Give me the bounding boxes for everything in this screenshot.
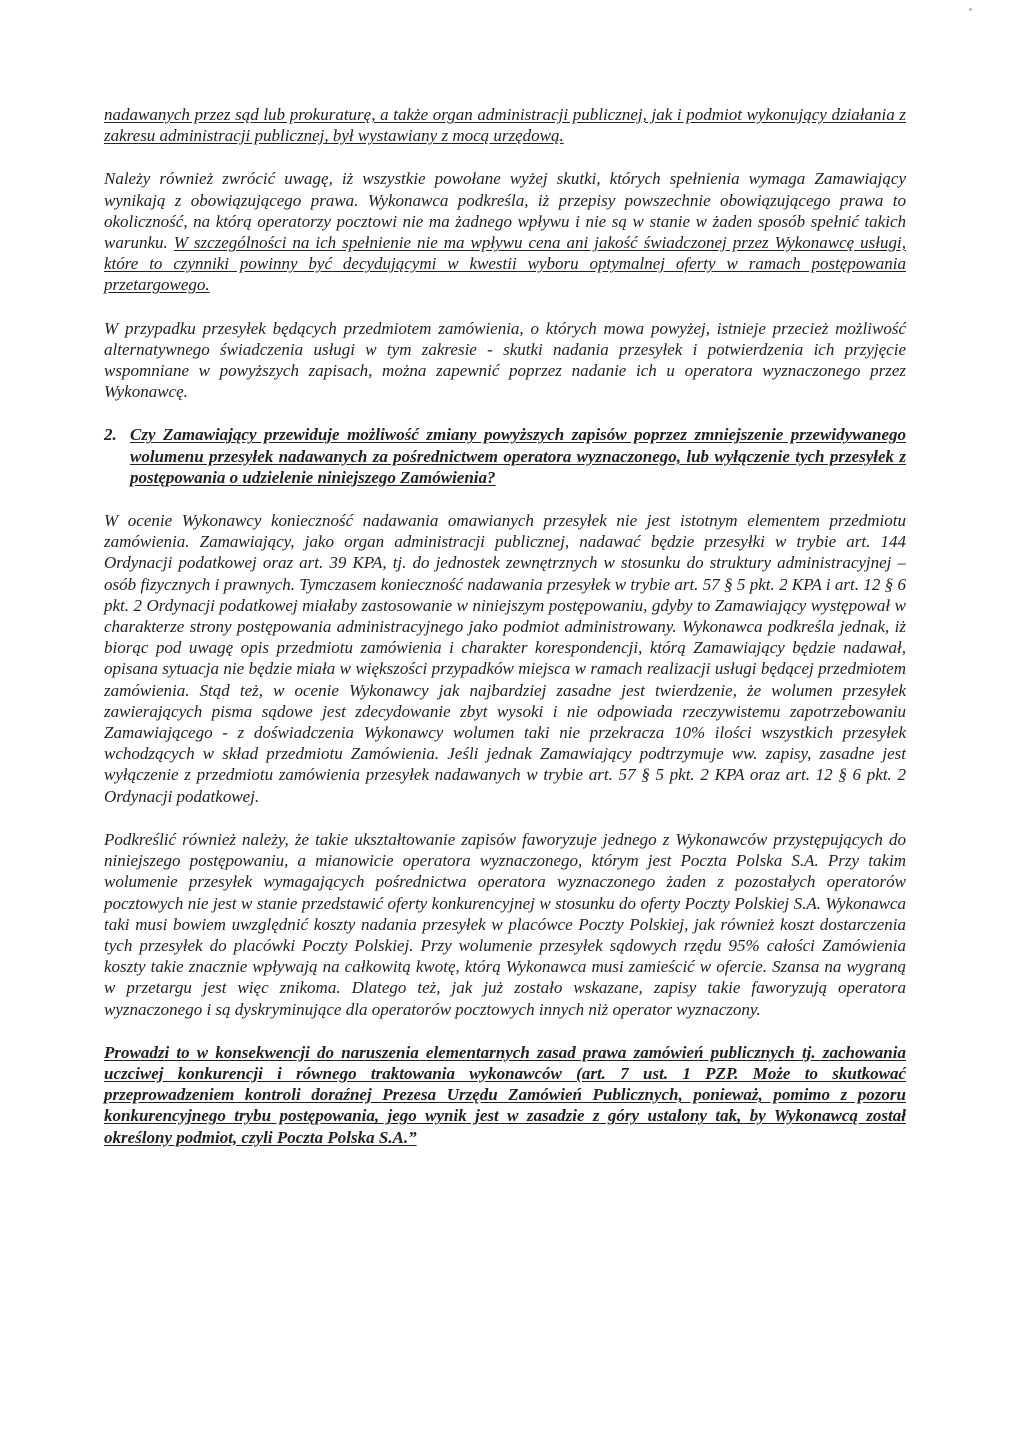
question-heading bbox=[104, 424, 906, 488]
paragraph-legal-effects bbox=[104, 168, 906, 295]
question-number: 2. bbox=[104, 425, 117, 445]
paragraph-conclusion: Prowadzi to w konsekwencji do naruszenia elementarnych zasad prawa zamówień publicznych tj. zachowania uczciwej konkurencji i równego traktowania wykonawców (art. 7 ust. 1 PZP. Może to skutkować przeprowadzeniem kontroli doraźnej Prezesa Urzędu Zamówień Publicznych, ponieważ, pomimo z pozoru konkurencyjnego trybu postępowania, jego wynik jest w zasadzie z góry ustalony tak, by Wykonawcą został określony podmiot, czyli Poczta Polska S.A.” bbox=[104, 1042, 906, 1147]
document-page bbox=[104, 104, 906, 1170]
paragraph-favoritism: Podkreślić również należy, że takie ukształtowanie zapisów faworyzuje jednego z Wykonawców przystępujących do niniejszego postępowaniu, a mianowicie operatora wyznaczonego, którym jest Poczta Polska S.A. Przy takim wolumenie przesyłek wymagających pośrednictwa operatora wyznaczonego żaden z pozostałych operatorów pocztowych nie jest w stanie przedstawić oferty konkurencyjnej w stosunku do oferty Poczty Polskiej S.A. Wykonawca taki musi bowiem uwzględnić koszty nadania przesyłek w placówce Poczty Polskiej, jak również koszt dostarczenia tych przesyłek do placówki Poczty Polskiej. Przy wolumenie przesyłek sądowych rzędu 95% całości Zamówienia koszty takie znacznie wpływają na całkowitą kwotę, którą Wykonawca musi zamieścić w ofercie. Szansa na wygraną w przetargu jest więc znikoma. Dlatego też, jak już zostało wskazane, zapisy takie faworyzują operatora wyznaczonego i są dyskryminujące dla operatorów pocztowych innych niż operator wyznaczony. bbox=[104, 829, 906, 1019]
paragraph-legal-effects-underlined: W szczególności na ich spełnienie nie ma wpływu cena ani jakość świadczonej przez Wykonawcę usługi, które to czynniki powinny być decydującymi w kwestii wyboru optymalnej oferty w ramach postępowania przetargowego. bbox=[104, 233, 906, 295]
paragraph-legal-effects-text: Należy również zwrócić uwagę, iż wszystkie powołane wyżej skutki, których spełnienia wymaga Zamawiający wynikają z obowiązującego prawa. Wykonawca podkreśla, iż przepisy powszechnie obowiązującego prawa to okoliczność, na którą operatorzy pocztowi nie ma żadnego wpływu i nie są w stanie w żaden sposób spełnić takich warunku. bbox=[104, 169, 906, 253]
paragraph-continuation: nadawanych przez sąd lub prokuraturę, a także organ administracji publicznej, jak i podmiot wykonujący działania z zakresu administracji publicznej, był wystawiany z mocą urzędową. bbox=[104, 105, 906, 146]
paragraph-alternative-service: W przypadku przesyłek będących przedmiotem zamówienia, o których mowa powyżej, istnieje przecież możliwość alternatywnego świadczenia usługi w tym zakresie - skutki nadania przesyłek i potwierdzenia ich przyjęcie wspomniane w powyższych zapisach, można zapewnić poprzez nadanie ich u operatora wyznaczonego przez Wykonawcę. bbox=[104, 318, 906, 402]
question-text: Czy Zamawiający przewiduje możliwość zmiany powyższych zapisów poprzez zmniejszenie przewidywanego wolumenu przesyłek nadawanych za pośrednictwem operatora wyznaczonego, lub wyłączenie tych przesyłek z postępowania o udzielenie niniejszego Zamówienia? bbox=[130, 425, 906, 487]
margin-dot bbox=[969, 8, 972, 11]
paragraph-assessment: W ocenie Wykonawcy konieczność nadawania omawianych przesyłek nie jest istotnym elementem przedmiotu zamówienia. Zamawiający, jako organ administracji publicznej, nadawać będzie przesyłki w trybie art. 144 Ordynacji podatkowej oraz art. 39 KPA, tj. do jednostek zewnętrznych w stosunku do struktury administracyjnej – osób fizycznych i prawnych. Tymczasem konieczność nadawania przesyłek w trybie art. 57 § 5 pkt. 2 KPA i art. 12 § 6 pkt. 2 Ordynacji podatkowej miałaby zastosowanie w niniejszym postępowaniu, gdyby to Zamawiający występował w charakterze strony postępowania administracyjnego jako podmiot administrowany. Wykonawca podkreśla jednak, iż biorąc pod uwagę opis przedmiotu zamówienia i charakter korespondencji, którą Zamawiający będzie nadawał, opisana sytuacja nie będzie miała w większości przypadków miejsca w ramach realizacji usługi będącej przedmiotem zamówienia. Stąd też, w ocenie Wykonawcy jak najbardziej zasadne jest twierdzenie, że wolumen przesyłek zawierających pisma sądowe jest zdecydowanie zbyt wysoki i nie odpowiada rzeczywistemu zapotrzebowaniu Zamawiającego - z doświadczenia Wykonawcy wolumen taki nie przekracza 10% ilości wszystkich przesyłek wchodzących w skład przedmiotu Zamówienia. Jeśli jednak Zamawiający podtrzymuje ww. zapisy, zasadne jest wyłączenie z przedmiotu zamówienia przesyłek nadawanych w trybie art. 57 § 5 pkt. 2 KPA oraz art. 12 § 6 pkt. 2 Ordynacji podatkowej. bbox=[104, 511, 906, 806]
